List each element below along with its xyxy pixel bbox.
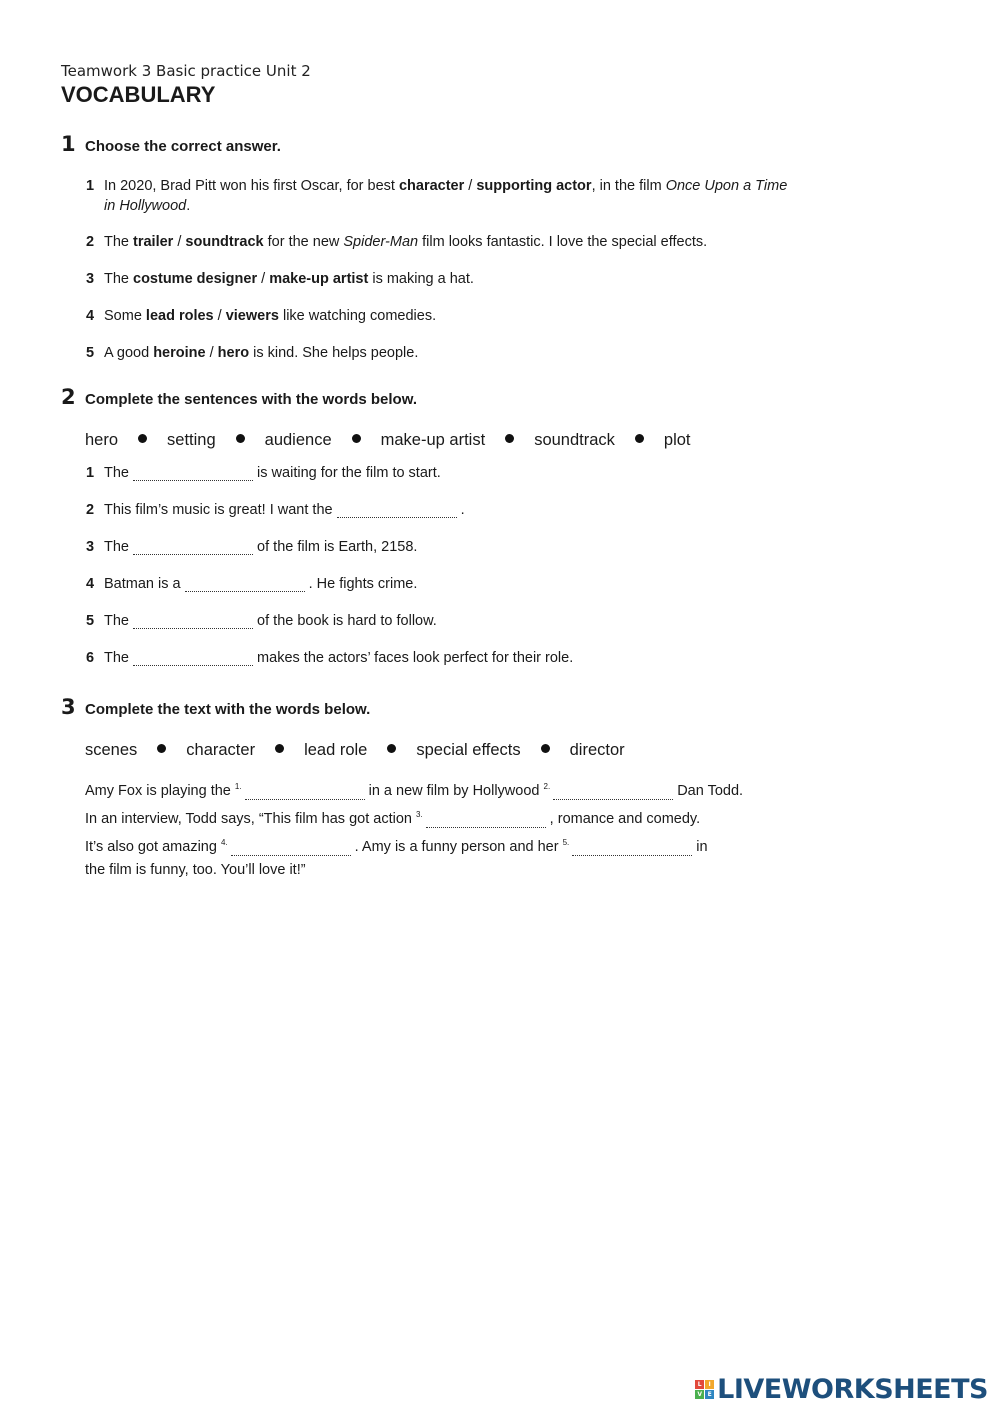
option-b[interactable]: hero [217,345,250,361]
option-separator: / [257,271,270,287]
exercise-instruction: Complete the sentences with the words below. [85,391,417,408]
gap-number: 4. [220,838,228,847]
exercise-2 [61,385,941,668]
bullet-icon [236,434,245,443]
question-item [61,611,941,631]
film-title: Once Upon a Time [665,178,788,194]
answer-input[interactable] [133,466,253,481]
item-text: for the new [263,234,344,250]
option-separator: / [205,345,218,361]
text-fragment: in [692,839,708,855]
word-bank-item: special effects [416,741,521,759]
option-separator: / [464,178,477,194]
answer-input[interactable] [231,841,351,856]
logo-letter: L [695,1380,704,1389]
item-text: Batman is a [104,576,185,592]
item-number: 3 [86,271,95,287]
exercise-instruction: Complete the text with the words below. [85,701,371,718]
item-text: is making a hat. [368,271,474,287]
exercise-1-items [61,176,941,363]
item-text: The [104,234,134,250]
answer-input[interactable] [572,841,692,856]
option-b[interactable]: viewers [225,308,279,324]
gap-fill-text [61,775,805,882]
bullet-icon [275,744,284,753]
item-text: . [456,502,465,518]
item-text: Some [104,308,146,324]
logo-letter: V [695,1390,704,1399]
word-bank-item: soundtrack [534,431,615,449]
word-bank-item: setting [167,431,216,449]
item-text: The [104,650,129,666]
bullet-icon [635,434,644,443]
exercise-number: 3 [61,695,76,719]
text-fragment: the film is funny, too. You’ll love it!” [85,862,306,878]
answer-input[interactable] [185,577,305,592]
question-item [61,343,941,363]
item-text: The [104,539,129,555]
word-bank-item: character [186,741,256,759]
item-number: 4 [86,308,95,324]
item-number: 4 [86,576,95,592]
item-text: makes the actors’ faces look perfect for their role. [253,650,574,666]
question-item [61,463,941,483]
option-a[interactable]: trailer [133,234,174,250]
text-fragment: . Amy is a funny person and her [350,839,563,855]
question-item [61,648,941,668]
option-b[interactable]: make-up artist [269,271,369,287]
option-b[interactable]: supporting actor [476,178,592,194]
item-text: This film’s music is great! I want the [104,502,337,518]
item-number: 2 [86,234,95,250]
text-fragment: In an interview, Todd says, “This film has got action [85,811,416,827]
item-text: is waiting for the film to start. [253,465,441,481]
bullet-icon [157,744,166,753]
option-b[interactable]: soundtrack [185,234,264,250]
liveworksheets-logo [695,1374,988,1405]
logo-text: LIVEWORKSHEETS [717,1374,988,1405]
page-title: VOCABULARY [61,82,216,107]
gap-number: 2. [543,782,551,791]
item-number: 6 [86,650,95,666]
word-bank-item: scenes [85,741,138,759]
logo-mark-icon [695,1380,714,1399]
word-bank-item: audience [264,431,332,449]
option-a[interactable]: heroine [153,345,206,361]
option-separator: / [173,234,186,250]
item-text: of the book is hard to follow. [253,613,437,629]
answer-input[interactable] [133,651,253,666]
item-number: 3 [86,539,95,555]
logo-letter: I [705,1380,714,1389]
exercise-2-heading [61,385,941,409]
option-a[interactable]: costume designer [133,271,258,287]
exercise-1-heading [61,132,941,156]
word-bank [61,741,941,760]
item-text: The [104,465,129,481]
question-item [61,306,941,326]
bullet-icon [505,434,514,443]
question-item [61,537,941,557]
item-text: A good [104,345,154,361]
answer-input[interactable] [245,785,365,800]
series-title: Teamwork 3 Basic practice Unit 2 [61,62,311,80]
item-text: is kind. She helps people. [249,345,419,361]
gap-number: 5. [562,838,570,847]
word-bank [61,431,941,450]
exercise-1 [61,132,941,363]
item-text: The [104,271,134,287]
exercise-instruction: Choose the correct answer. [85,138,281,155]
item-text: . He fights crime. [304,576,418,592]
word-bank-item: plot [663,431,691,449]
item-number: 1 [86,465,95,481]
option-a[interactable]: lead roles [145,308,214,324]
item-number: 5 [86,345,95,361]
item-text: The [104,613,129,629]
text-fragment: Dan Todd. [673,783,744,799]
exercise-3-heading [61,695,941,719]
text-fragment: It’s also got amazing [85,839,221,855]
page-header [61,60,311,108]
bullet-icon [138,434,147,443]
exercise-3 [61,695,941,882]
film-title: Spider-Man [343,234,419,250]
item-number: 1 [86,178,95,194]
answer-input[interactable] [337,503,457,518]
bullet-icon [541,744,550,753]
question-item [61,232,941,252]
question-item [61,176,941,216]
answer-input[interactable] [133,614,253,629]
question-item [61,500,941,520]
bullet-icon [387,744,396,753]
gap-number: 3. [415,810,423,819]
item-text: like watching comedies. [278,308,437,324]
word-bank-item: lead role [304,741,368,759]
option-a[interactable]: character [398,178,465,194]
answer-input[interactable] [133,540,253,555]
answer-input[interactable] [426,813,546,828]
text-fragment: Amy Fox is playing the [85,783,235,799]
item-text: of the film is Earth, 2158. [253,539,418,555]
exercise-number: 2 [61,385,76,409]
word-bank-item: director [569,741,625,759]
film-title: in Hollywood [104,198,187,214]
text-fragment: in a new film by Hollywood [364,783,544,799]
answer-input[interactable] [553,785,673,800]
exercise-2-items [61,463,941,668]
word-bank-item: hero [85,431,119,449]
item-text: film looks fantastic. I love the special effects. [418,234,708,250]
logo-letter: E [705,1390,714,1399]
gap-number: 1. [234,782,242,791]
item-text: In 2020, Brad Pitt won his first Oscar, for best [104,178,399,194]
exercise-number: 1 [61,132,76,156]
item-number: 2 [86,502,95,518]
question-item [61,574,941,594]
item-text: . [186,198,191,214]
option-separator: / [213,308,226,324]
item-text: , in the film [591,178,666,194]
word-bank-item: make-up artist [380,431,486,449]
question-item [61,269,941,289]
item-number: 5 [86,613,95,629]
text-fragment: , romance and comedy. [545,811,701,827]
bullet-icon [352,434,361,443]
